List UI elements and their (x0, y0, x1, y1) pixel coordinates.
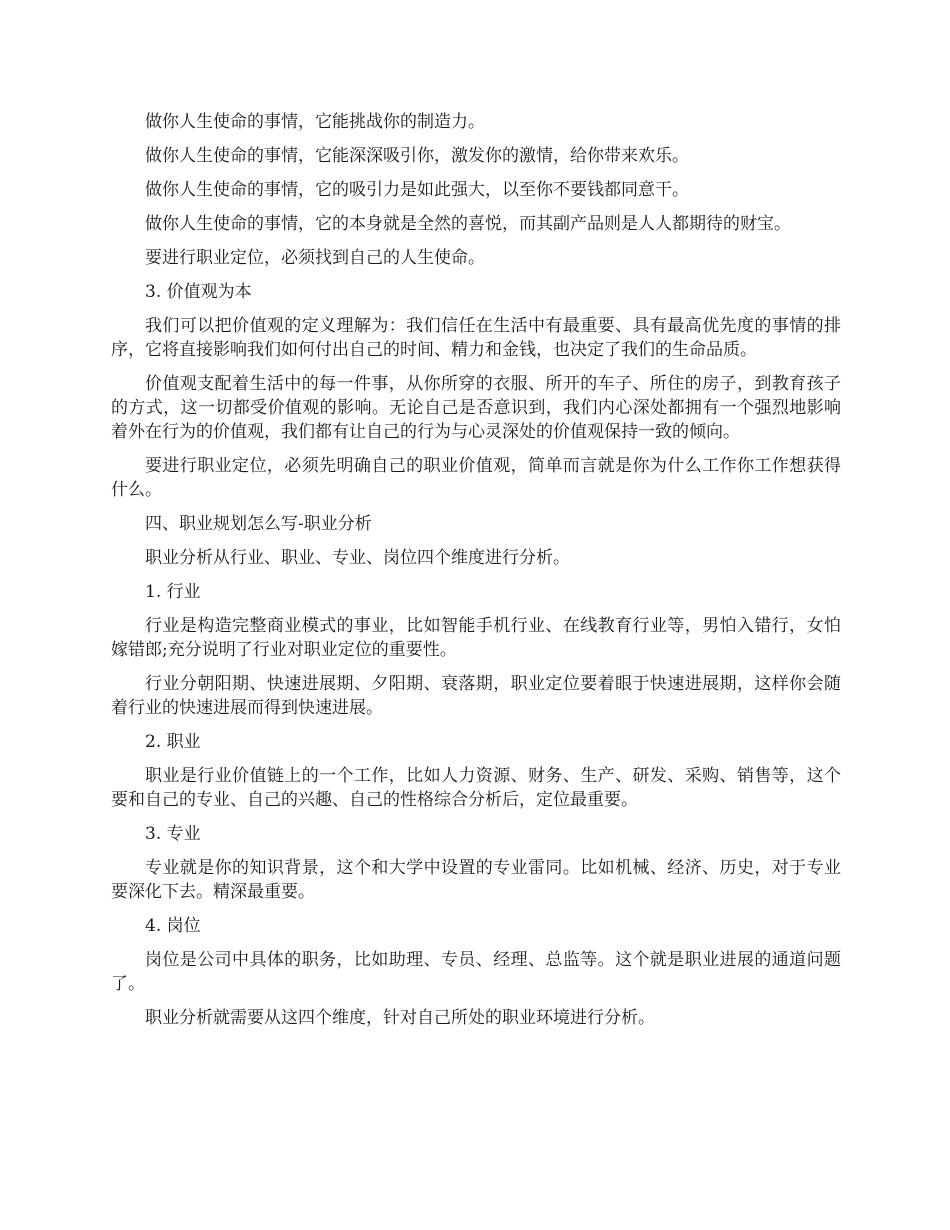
paragraph: 要进行职业定位，必须找到自己的人生使命。 (145, 248, 485, 268)
paragraph: 要进行职业定位，必须先明确自己的职业价值观，简单而言就是你为什么工作你工作想获得什么。 (111, 456, 841, 500)
paragraph: 专业就是你的知识背景，这个和大学中设置的专业雷同。比如机械、经济、历史，对于专业要深化下去。精深最重要。 (111, 858, 841, 902)
paragraph: 岗位是公司中具体的职务，比如助理、专员、经理、总监等。这个就是职业进展的通道问题了。 (111, 950, 841, 994)
section-heading: 3. 专业 (145, 824, 201, 844)
paragraph: 职业分析从行业、职业、专业、岗位四个维度进行分析。 (145, 548, 570, 568)
paragraph: 职业是行业价值链上的一个工作，比如人力资源、财务、生产、研发、采购、销售等，这个要和自己的专业、自己的兴趣、自己的性格综合分析后，定位最重要。 (111, 766, 841, 810)
paragraph: 做你人生使命的事情，它的本身就是全然的喜悦，而其副产品则是人人都期待的财宝。 (145, 214, 791, 234)
section-heading: 2. 职业 (145, 732, 201, 752)
section-heading: 4. 岗位 (145, 916, 201, 936)
paragraph: 做你人生使命的事情，它能深深吸引你，激发你的激情，给你带来欢乐。 (145, 146, 689, 166)
section-heading: 四、职业规划怎么写-职业分析 (145, 514, 372, 534)
section-heading: 1. 行业 (145, 582, 201, 602)
paragraph: 行业是构造完整商业模式的事业，比如智能手机行业、在线教育行业等，男怕入错行，女怕嫁错郎;充分说明了行业对职业定位的重要性。 (111, 616, 841, 660)
paragraph: 价值观支配着生活中的每一件事，从你所穿的衣服、所开的车子、所住的房子，到教育孩子的方式，这一切都受价值观的影响。无论自己是否意识到，我们内心深处都拥有一个强烈地影响着外在行为的价值观，我们都有让自己的行为与心灵深处的价值观保持一致的倾向。 (111, 374, 841, 442)
paragraph: 职业分析就需要从这四个维度，针对自己所处的职业环境进行分析。 (145, 1008, 655, 1028)
document-body (111, 110, 841, 1040)
paragraph: 做你人生使命的事情，它能挑战你的制造力。 (145, 112, 485, 132)
paragraph: 做你人生使命的事情，它的吸引力是如此强大，以至你不要钱都同意干。 (145, 180, 689, 200)
section-heading: 3. 价值观为本 (145, 282, 252, 302)
paragraph: 行业分朝阳期、快速进展期、夕阳期、衰落期，职业定位要着眼于快速进展期，这样你会随着行业的快速进展而得到快速进展。 (111, 674, 841, 718)
paragraph: 我们可以把价值观的定义理解为：我们信任在生活中有最重要、具有最高优先度的事情的排序，它将直接影响我们如何付出自己的时间、精力和金钱，也决定了我们的生命品质。 (111, 316, 841, 360)
